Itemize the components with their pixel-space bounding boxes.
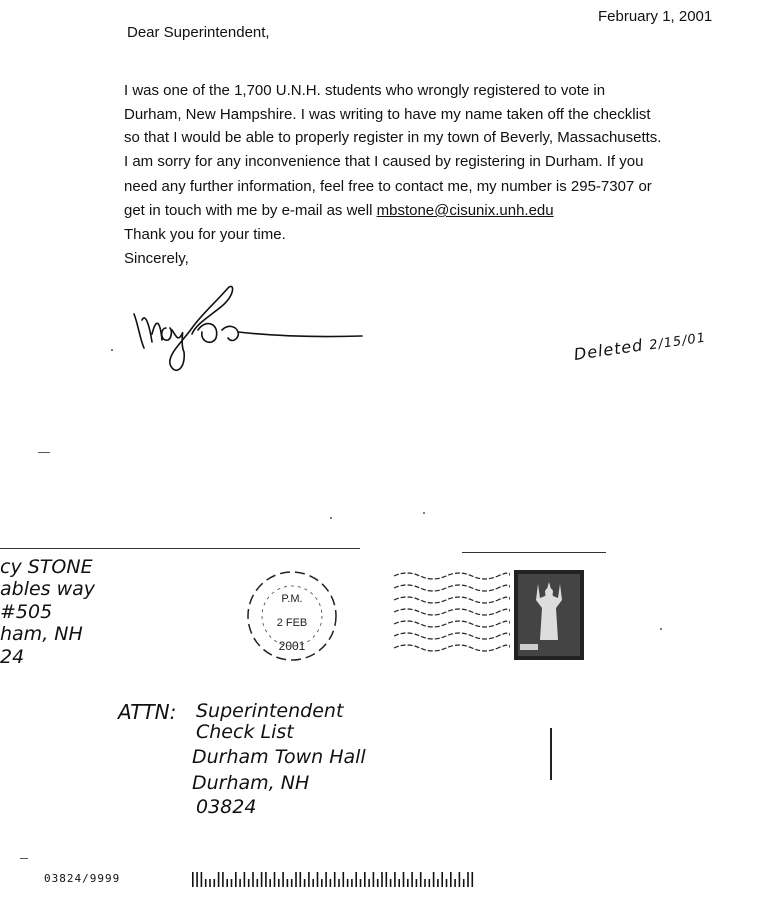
barcode-bar <box>257 879 259 887</box>
barcode-bar <box>429 879 431 887</box>
barcode-bar <box>278 879 280 887</box>
barcode-bar <box>437 879 439 887</box>
barcode-bar <box>205 879 207 887</box>
postmark-line-2: 2 FEB <box>276 617 308 629</box>
barcode-bar <box>209 879 211 887</box>
letter-line-2: Durham, New Hampshire. I was writing to have my name taken off the checklist <box>124 106 651 123</box>
barcode-bar <box>420 872 422 887</box>
barcode-bar <box>192 872 194 887</box>
scan-speck <box>660 628 662 630</box>
recipient-line-3: Durham Town Hall <box>192 746 366 768</box>
barcode-bar <box>355 872 357 887</box>
barcode-bar <box>386 872 388 887</box>
barcode-bar <box>244 872 246 887</box>
barcode-bar <box>321 879 323 887</box>
signature-graphic <box>126 284 366 379</box>
barcode-bar <box>300 872 302 887</box>
postmark-line-3: 2001 <box>278 639 306 653</box>
barcode-bar <box>360 879 362 887</box>
barcode-bar <box>394 872 396 887</box>
scan-speck <box>20 858 28 859</box>
postmark-stamp <box>236 566 348 666</box>
scan-speck <box>38 452 50 453</box>
barcode-bar <box>196 872 198 887</box>
barcode-bar <box>454 879 456 887</box>
recipient-line-5: 03824 <box>196 796 257 818</box>
barcode-bar <box>338 879 340 887</box>
barcode-bar <box>343 872 345 887</box>
envelope-top-edge <box>0 548 360 549</box>
scan-speck <box>330 517 332 519</box>
barcode-bar <box>398 879 400 887</box>
barcode-bar <box>373 872 375 887</box>
scan-speck <box>111 349 113 351</box>
return-address-line-3: #505 <box>0 601 53 623</box>
email-line-prefix: get in touch with me by e-mail as well <box>124 202 377 219</box>
barcode-bar <box>282 872 284 887</box>
barcode-bar <box>377 879 379 887</box>
barcode-bar <box>463 879 465 887</box>
return-address-line-1: cy STONE <box>0 556 93 578</box>
barcode-bar <box>274 872 276 887</box>
return-address-line-2: ables way <box>0 578 96 600</box>
barcode-bar <box>351 879 353 887</box>
barcode-bar <box>403 872 405 887</box>
letter-line-3: so that I would be able to properly register in my town of Beverly, Massachusetts. <box>124 129 662 146</box>
barcode-bar <box>312 879 314 887</box>
postage-stamp <box>514 570 584 660</box>
barcode-bar <box>407 879 409 887</box>
barcode-bar <box>265 872 267 887</box>
letter-salutation: Dear Superintendent, <box>127 24 270 41</box>
barcode-bar <box>287 879 289 887</box>
barcode-bar <box>239 879 241 887</box>
barcode-bar <box>231 879 233 887</box>
letter-line-6 <box>124 202 554 219</box>
barcode-bar <box>441 872 443 887</box>
letter-date: February 1, 2001 <box>598 8 713 25</box>
return-address-line-4: ham, NH <box>0 623 83 645</box>
barcode-bar <box>201 872 203 887</box>
email-link[interactable]: mbstone@cisunix.unh.edu <box>376 202 554 219</box>
barcode-bar <box>368 879 370 887</box>
barcode-bar <box>214 879 216 887</box>
barcode-bar <box>325 872 327 887</box>
barcode-bar <box>235 872 237 887</box>
barcode-bar <box>450 872 452 887</box>
barcode-bar <box>317 872 319 887</box>
recipient-line-2: Check List <box>196 721 294 743</box>
barcode-bar <box>248 879 250 887</box>
letter-line-1: I was one of the 1,700 U.N.H. students who wrongly registered to vote in <box>124 82 606 99</box>
barcode-bar <box>269 879 271 887</box>
barcode-bar <box>334 872 336 887</box>
postmark-line-1: P.M. <box>281 593 303 605</box>
barcode-bar <box>347 879 349 887</box>
barcode-bar <box>459 872 461 887</box>
barcode-bar <box>222 872 224 887</box>
barcode-bar <box>364 872 366 887</box>
barcode-bar <box>472 872 474 887</box>
letter-thanks: Thank you for your time. <box>124 226 286 243</box>
barcode-bar <box>381 872 383 887</box>
recipient-line-4: Durham, NH <box>192 772 310 794</box>
return-address-line-5: 24 <box>0 646 25 668</box>
barcode-bar <box>446 879 448 887</box>
barcode-bar <box>261 872 263 887</box>
letter-line-5: need any further information, feel free to contact me, my number is 295-7307 or <box>124 178 652 195</box>
barcode-bar <box>304 879 306 887</box>
barcode-bar <box>411 872 413 887</box>
recipient-line-1: Superintendent <box>196 700 344 722</box>
barcode-bar <box>291 879 293 887</box>
barcode-bar <box>330 879 332 887</box>
barcode-text: 03824/9999 <box>44 872 121 885</box>
barcode-bar <box>218 872 220 887</box>
barcode-bar <box>416 879 418 887</box>
barcode-bar <box>424 879 426 887</box>
cancellation-wavy-lines <box>392 570 510 660</box>
attn-label: ATTN: <box>118 700 177 724</box>
barcode-bar <box>433 872 435 887</box>
letter-closing: Sincerely, <box>124 250 189 267</box>
scan-speck <box>423 512 425 514</box>
barcode-bar <box>390 879 392 887</box>
barcode-bar <box>226 879 228 887</box>
handwritten-deleted-note: Deleted 2/15/01 <box>572 330 707 364</box>
barcode-bar <box>308 872 310 887</box>
envelope-top-edge-right <box>462 552 606 553</box>
vertical-pen-stroke <box>550 728 552 780</box>
barcode-bar <box>295 872 297 887</box>
barcode-bar <box>467 872 469 887</box>
postal-barcode <box>190 872 480 888</box>
barcode-bar <box>252 872 254 887</box>
letter-line-4: I am sorry for any inconvenience that I caused by registering in Durham. If you <box>124 153 644 170</box>
